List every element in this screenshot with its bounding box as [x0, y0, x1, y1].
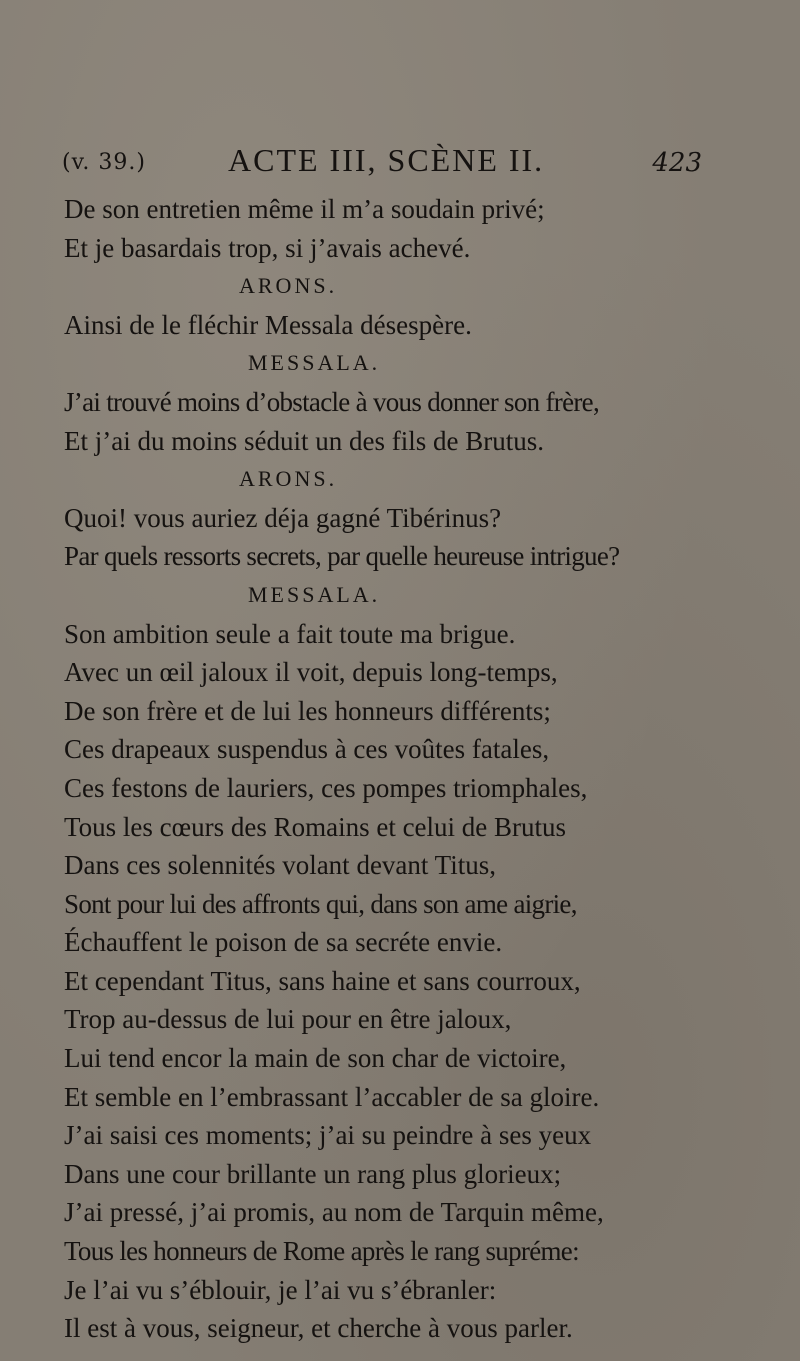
verse-line: Quoi! vous auriez déja gagné Tibérinus? — [64, 502, 502, 533]
speaker-name: ARONS. — [239, 466, 338, 492]
verse-line: Son ambition seule a fait toute ma brigue. — [64, 618, 516, 649]
verse-block — [64, 190, 754, 1348]
running-head — [62, 142, 702, 182]
verse-line: Et cependant Titus, sans haine et sans courroux, — [64, 965, 581, 996]
verse-line: Avec un œil jaloux il voit, depuis long-temps, — [64, 657, 558, 688]
verse-line: Trop au-dessus de lui pour en être jaloux, — [64, 1004, 512, 1035]
speaker-name: MESSALA. — [248, 350, 381, 376]
speaker-name: ARONS. — [239, 273, 338, 299]
verse-line: Il est à vous, seigneur, et cherche à vous parler. — [64, 1313, 573, 1344]
verse-line: Tous les honneurs de Rome après le rang supréme: — [64, 1236, 579, 1267]
verse-line: Ainsi de le fléchir Messala désespère. — [64, 309, 472, 340]
verse-line: De son entretien même il m’a soudain privé; — [64, 194, 545, 224]
verse-line: De son frère et de lui les honneurs différents; — [64, 695, 551, 726]
verse-reference: (v. 39.) — [62, 150, 146, 175]
verse-line: Dans ces solennités volant devant Titus, — [64, 850, 496, 881]
verse-line: Ces festons de lauriers, ces pompes triomphales, — [64, 772, 588, 803]
verse-line: Tous les cœurs des Romains et celui de Brutus — [64, 811, 567, 842]
speaker-name: MESSALA. — [248, 581, 381, 607]
verse-line: Et je basardais trop, si j’avais achevé. — [64, 232, 471, 263]
page-number: 423 — [652, 148, 702, 178]
verse-line: Et j’ai du moins séduit un des fils de Brutus. — [64, 425, 544, 456]
verse-line: Et semble en l’embrassant l’accabler de sa gloire. — [64, 1081, 600, 1112]
verse-line: Échauffent le poison de sa secréte envie. — [64, 927, 503, 958]
verse-line: J’ai pressé, j’ai promis, au nom de Tarquin même, — [64, 1197, 604, 1228]
verse-line: Sont pour lui des affronts qui, dans son ame aigrie, — [64, 888, 577, 919]
verse-line: Dans une cour brillante un rang plus glorieux; — [64, 1158, 562, 1189]
verse-line: Je l’ai vu s’éblouir, je l’ai vu s’ébranler: — [64, 1274, 497, 1305]
verse-line: J’ai saisi ces moments; j’ai su peindre à ses yeux — [64, 1120, 592, 1151]
verse-line: J’ai trouvé moins d’obstacle à vous donner son frère, — [64, 386, 599, 417]
verse-line: Lui tend encor la main de son char de victoire, — [64, 1043, 567, 1074]
verse-line: Ces drapeaux suspendus à ces voûtes fatales, — [64, 734, 550, 765]
act-scene-title: ACTE III, SCÈNE II. — [228, 142, 545, 178]
verse-line: Par quels ressorts secrets, par quelle heureuse intrigue? — [64, 541, 620, 572]
